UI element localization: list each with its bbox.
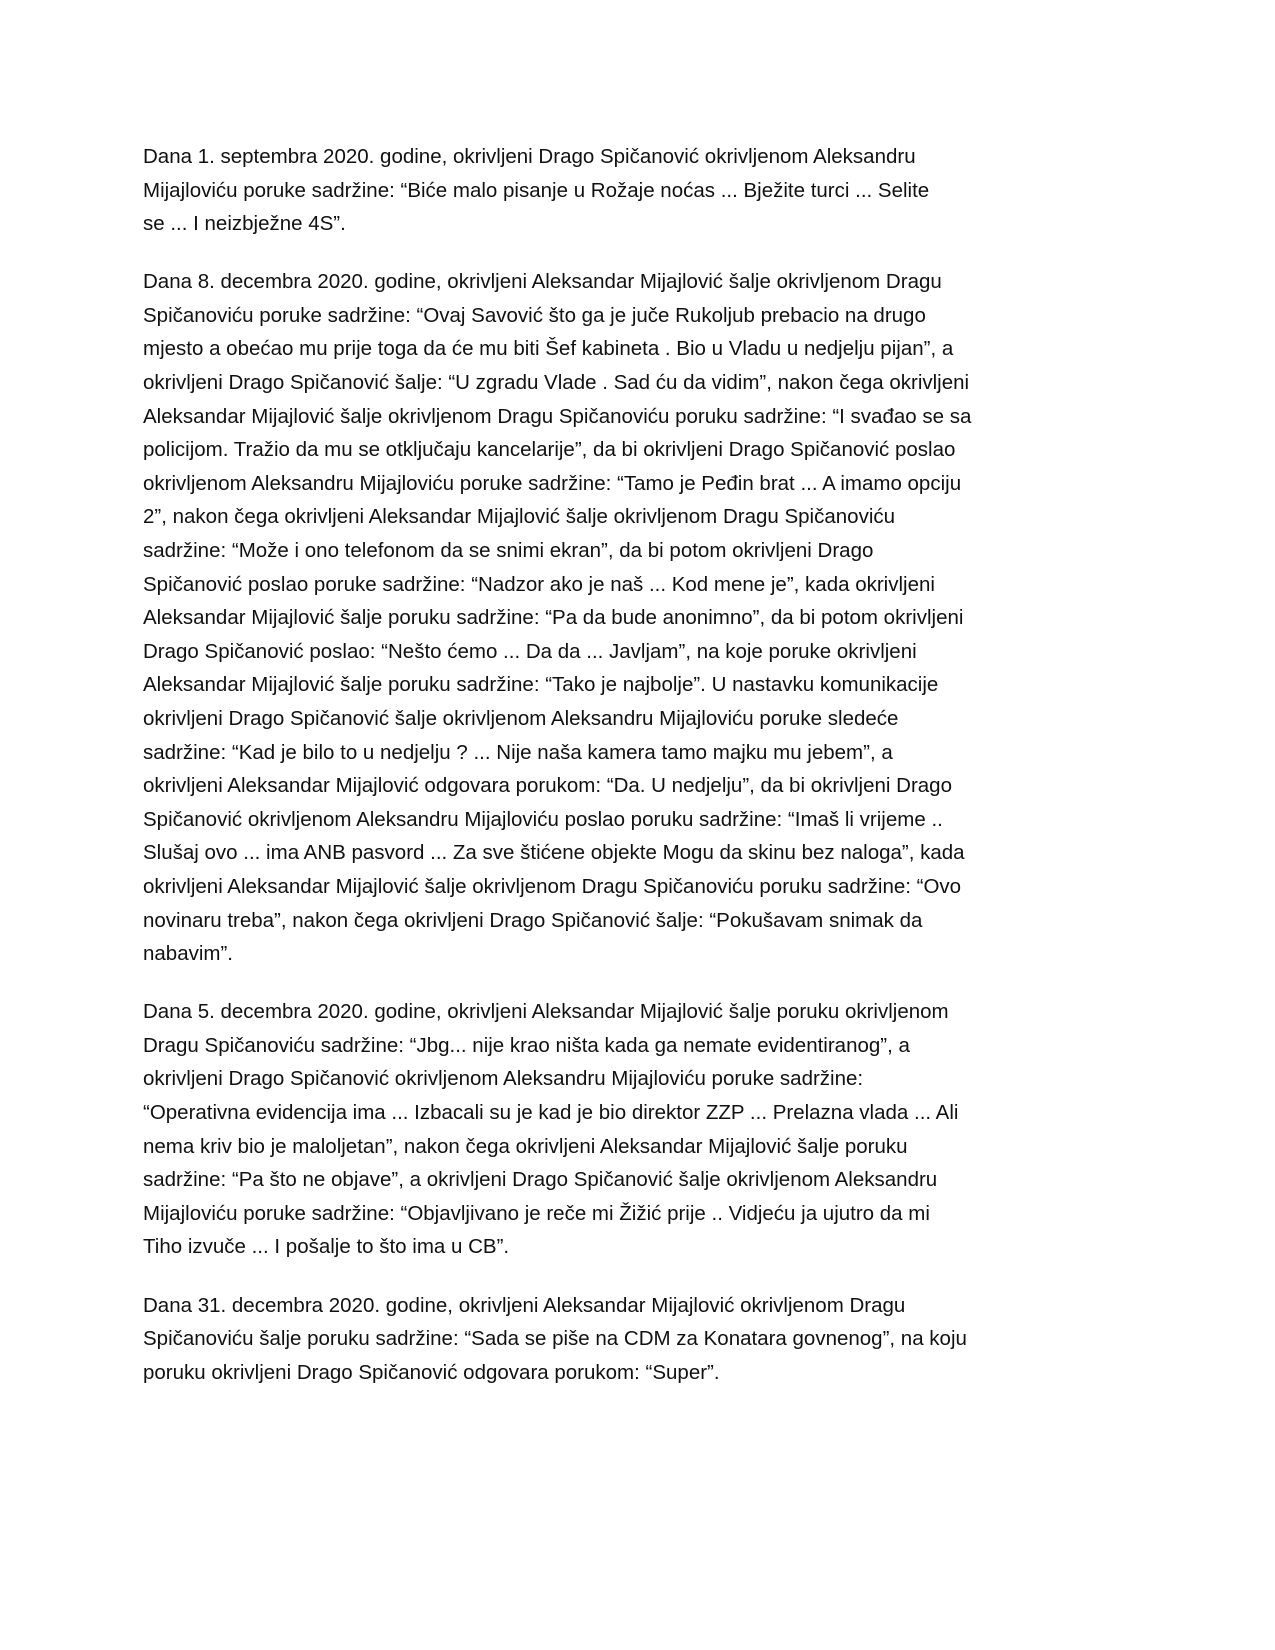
text-line: nabavim”. xyxy=(143,942,234,966)
text-line: okrivljenom Aleksandru Mijajloviću poruke sadržine: “Tamo je Peđin brat ... A imamo opciju xyxy=(143,471,962,495)
text-line: Aleksandar Mijajlović šalje okrivljenom Dragu Spičanoviću poruku sadržine: “I svađao se sa xyxy=(143,404,972,428)
text-line: se ... I neizbježne 4S”. xyxy=(143,212,346,236)
text-line: sadržine: “Pa što ne objave”, a okrivljeni Drago Spičanović šalje okrivljenom Aleksandru xyxy=(143,1168,938,1192)
text-line: Spičanoviću poruke sadržine: “Ovaj Savović što ga je juče Rukoljub prebacio na drugo xyxy=(143,303,926,327)
paragraph xyxy=(143,265,1083,970)
text-line: Spičanoviću šalje poruku sadržine: “Sada se piše na CDM za Konatara govnenog”, na koju xyxy=(143,1327,967,1351)
text-line: Mijajloviću poruke sadržine: “Objavljivano je reče mi Žižić prije .. Vidjeću ja ujutro da mi xyxy=(143,1201,930,1225)
text-line: Spičanović okrivljenom Aleksandru Mijajloviću poslao poruku sadržine: “Imaš li vrijeme .. xyxy=(143,807,943,831)
text-line: Dana 1. septembra 2020. godine, okrivljeni Drago Spičanović okrivljenom Aleksandru xyxy=(143,145,916,168)
text-line: nema kriv bio je maloljetan”, nakon čega okrivljeni Aleksandar Mijajlović šalje poruku xyxy=(143,1134,908,1158)
text-line: okrivljeni Drago Spičanović šalje: “U zgradu Vlade . Sad ću da vidim”, nakon čega okrivljeni xyxy=(143,371,970,395)
text-line: sadržine: “Može i ono telefonom da se snimi ekran”, da bi potom okrivljeni Drago xyxy=(143,539,874,563)
text-line: Drago Spičanović poslao: “Nešto ćemo ... Da da ... Javljam”, na koje poruke okrivljeni xyxy=(143,639,917,663)
text-line: Aleksandar Mijajlović šalje poruku sadržine: “Tako je najbolje”. U nastavku komunikacije xyxy=(143,673,939,697)
text-line: sadržine: “Kad je bilo to u nedjelju ? ... Nije naša kamera tamo majku mu jebem”, a xyxy=(143,740,893,764)
document-page xyxy=(143,140,1083,1414)
text-line: 2”, nakon čega okrivljeni Aleksandar Mijajlović šalje okrivljenom Dragu Spičanoviću xyxy=(143,505,896,529)
paragraph xyxy=(143,995,1083,1264)
paragraph xyxy=(143,140,1083,241)
text-line: okrivljeni Drago Spičanović okrivljenom Aleksandru Mijajloviću poruke sadržine: xyxy=(143,1067,864,1091)
text-line: okrivljeni Aleksandar Mijajlović šalje okrivljenom Dragu Spičanoviću poruku sadržine: “Ovo xyxy=(143,874,962,898)
text-line: Dana 8. decembra 2020. godine, okrivljeni Aleksandar Mijajlović šalje okrivljenom Dragu xyxy=(143,270,942,294)
text-line: Aleksandar Mijajlović šalje poruku sadržine: “Pa da bude anonimno”, da bi potom okrivljeni xyxy=(143,606,964,630)
text-line: Mijajloviću poruke sadržine: “Biće malo pisanje u Rožaje noćas ... Bježite turci ... Selite xyxy=(143,178,930,202)
text-line: okrivljeni Aleksandar Mijajlović odgovara porukom: “Da. U nedjelju”, da bi okrivljeni Drago xyxy=(143,774,952,798)
text-line: policijom. Tražio da mu se otključaju kancelarije”, da bi okrivljeni Drago Spičanović poslao xyxy=(143,438,956,462)
text-line: Slušaj ovo ... ima ANB pasvord ... Za sve štićene objekte Mogu da skinu bez naloga”, kada xyxy=(143,841,965,865)
text-line: Dana 31. decembra 2020. godine, okrivljeni Aleksandar Mijajlović okrivljenom Dragu xyxy=(143,1293,906,1317)
text-line: okrivljeni Drago Spičanović šalje okrivljenom Aleksandru Mijajloviću poruke sledeće xyxy=(143,707,899,730)
text-line: Spičanović poslao poruke sadržine: “Nadzor ako je naš ... Kod mene je”, kada okrivljeni xyxy=(143,572,935,596)
text-line: Dana 5. decembra 2020. godine, okrivljeni Aleksandar Mijajlović šalje poruku okrivljenom xyxy=(143,1000,949,1024)
text-line: “Operativna evidencija ima ... Izbacali su je kad je bio direktor ZZP ... Prelazna vlada ... Ali xyxy=(143,1101,959,1125)
text-line: Dragu Spičanoviću sadržine: “Jbg... nije krao ništa kada ga nemate evidentiranog”, a xyxy=(143,1033,910,1057)
text-line: mjesto a obećao mu prije toga da će mu biti Šef kabineta . Bio u Vladu u nedjelju pijan”, a xyxy=(143,337,954,361)
text-line: novinaru treba”, nakon čega okrivljeni Drago Spičanović šalje: “Pokušavam snimak da xyxy=(143,908,923,932)
text-line: poruku okrivljeni Drago Spičanović odgovara porukom: “Super”. xyxy=(143,1360,720,1384)
paragraph xyxy=(143,1289,1083,1390)
text-line: Tiho izvuče ... I pošalje to što ima u CB”. xyxy=(143,1235,510,1259)
